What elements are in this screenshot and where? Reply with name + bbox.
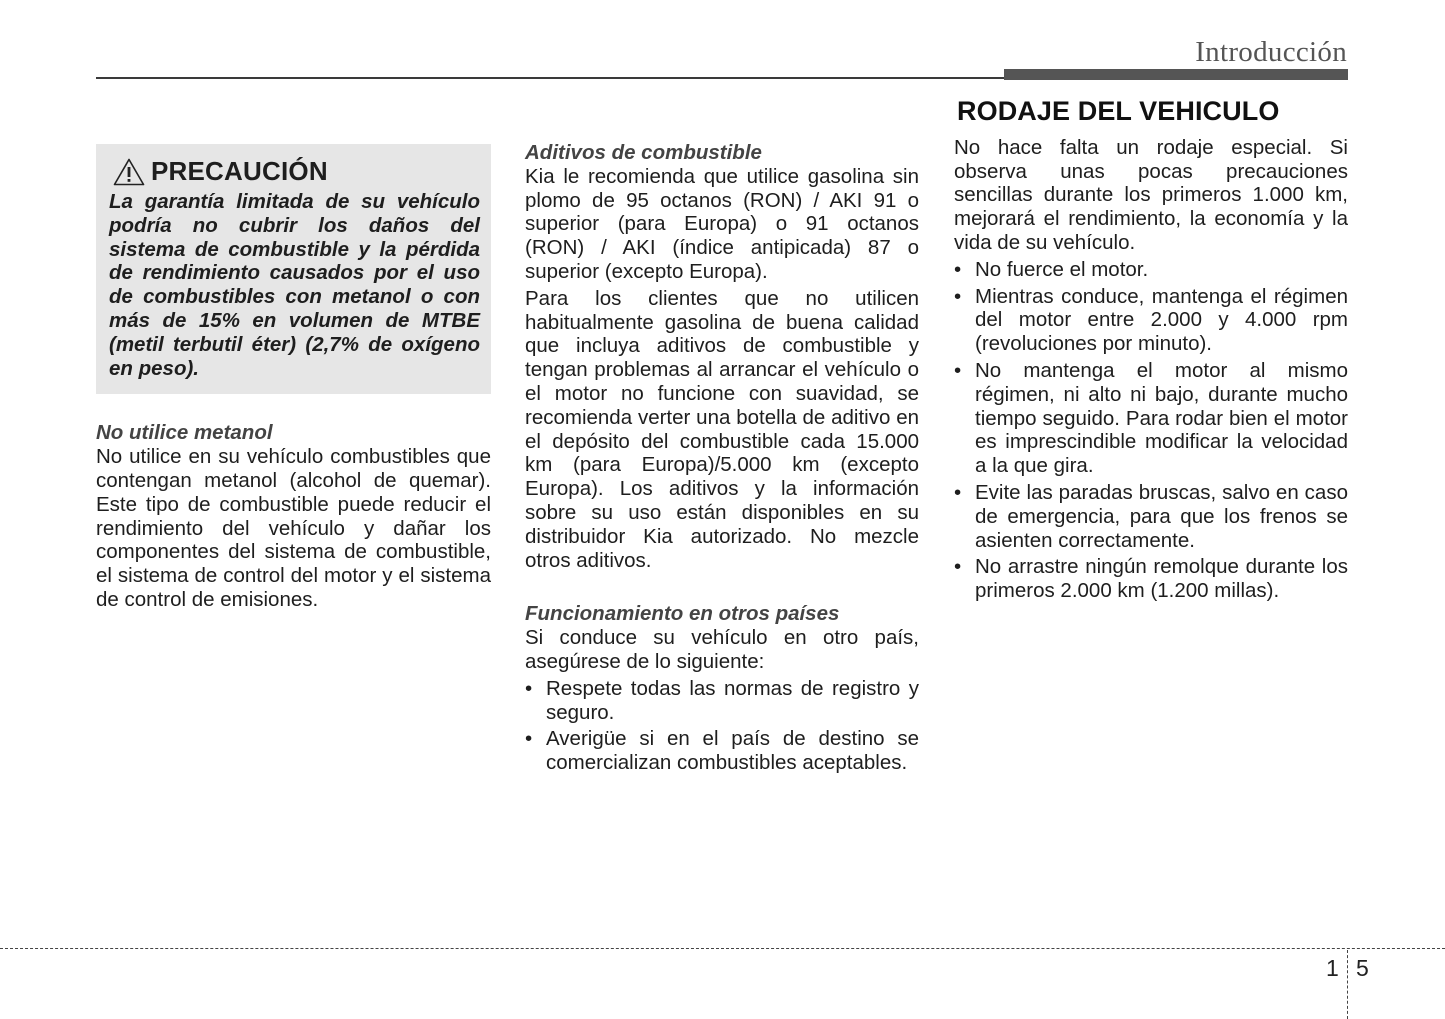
column-middle bbox=[525, 141, 919, 775]
list-item: • No fuerce el motor. bbox=[954, 258, 1348, 282]
rodaje-list bbox=[954, 258, 1348, 603]
chapter-title: Introducción bbox=[1195, 36, 1347, 68]
column-right bbox=[954, 96, 1348, 603]
header-bar bbox=[1004, 69, 1348, 80]
list-item: • Averigüe si en el país de destino se comercializan combustibles aceptables. bbox=[525, 727, 919, 775]
metanol-text: No utilice en su vehículo combustibles que contengan metanol (alcohol de quemar). Este tipo de combustible puede reducir el rendimiento del vehículo y dañar los componentes del sistema de combustible, el sistema de control del motor y el sistema de control de emisiones. bbox=[96, 445, 491, 611]
section-title: RODAJE DEL VEHICULO bbox=[957, 96, 1280, 126]
rodaje-intro: No hace falta un rodaje especial. Si observa unas pocas precauciones sencillas durante los primeros 1.000 km, mejorará el rendimiento, la economía y la vida de su vehículo. bbox=[954, 135, 1348, 254]
caution-text: La garantía limitada de su vehículo podría no cubrir los daños del sistema de combustible y la pérdida de rendimiento causados por el uso de combustibles con metanol o con más de 15% en volumen de MTBE (metil terbutil éter) (2,7% de oxígeno en peso). bbox=[109, 190, 480, 380]
page-number: 5 bbox=[1356, 955, 1369, 981]
otros-paises-heading: Funcionamiento en otros países bbox=[525, 602, 840, 626]
warning-triangle-icon bbox=[113, 158, 145, 186]
header-rule bbox=[96, 77, 1006, 79]
caution-header bbox=[109, 158, 480, 186]
list-item: • Evite las paradas bruscas, salvo en caso de emergencia, para que los frenos se asienten correctamente. bbox=[954, 481, 1348, 552]
page-chapter-number: 1 bbox=[1326, 955, 1339, 981]
caution-title: PRECAUCIÓN bbox=[151, 156, 328, 187]
footer-divider bbox=[0, 948, 1445, 949]
metanol-heading: No utilice metanol bbox=[96, 421, 273, 445]
list-item: • No mantenga el motor al mismo régimen, ni alto ni bajo, durante mucho tiempo seguido. Para rodar bien el motor es imprescindible modificar la velocidad a la que gira. bbox=[954, 359, 1348, 478]
aditivos-paragraph-2: Para los clientes que no utilicen habitualmente gasolina de buena calidad que incluya aditivos de combustible y tengan problemas al arrancar el vehículo o el motor no funcione con suavidad, se recomienda verter una botella de aditivo en el depósito del combustible cada 15.000 km (para Europa)/5.000 km (excepto Europa). Los aditivos y la información sobre su uso están disponibles en su distribuidor Kia autorizado. No mezcle otros aditivos. bbox=[525, 286, 919, 572]
list-item: • No arrastre ningún remolque durante los primeros 2.000 km (1.200 millas). bbox=[954, 555, 1348, 603]
otros-paises-intro: Si conduce su vehículo en otro país, asegúrese de lo siguiente: bbox=[525, 626, 919, 673]
column-left bbox=[96, 144, 491, 612]
list-item: • Respete todas las normas de registro y seguro. bbox=[525, 677, 919, 725]
list-item: • Mientras conduce, mantenga el régimen del motor entre 2.000 y 4.000 rpm (revoluciones por minuto). bbox=[954, 285, 1348, 356]
caution-box bbox=[96, 144, 491, 394]
aditivos-paragraph-1: Kia le recomienda que utilice gasolina sin plomo de 95 octanos (RON) / AKI 91 o superior (para Europa) o 91 octanos (RON) / AKI (índice antipicada) 87 o superior (excepto Europa). bbox=[525, 164, 919, 283]
aditivos-heading: Aditivos de combustible bbox=[525, 141, 762, 164]
footer-page-divider bbox=[1347, 950, 1348, 1019]
otros-paises-list bbox=[525, 677, 919, 775]
